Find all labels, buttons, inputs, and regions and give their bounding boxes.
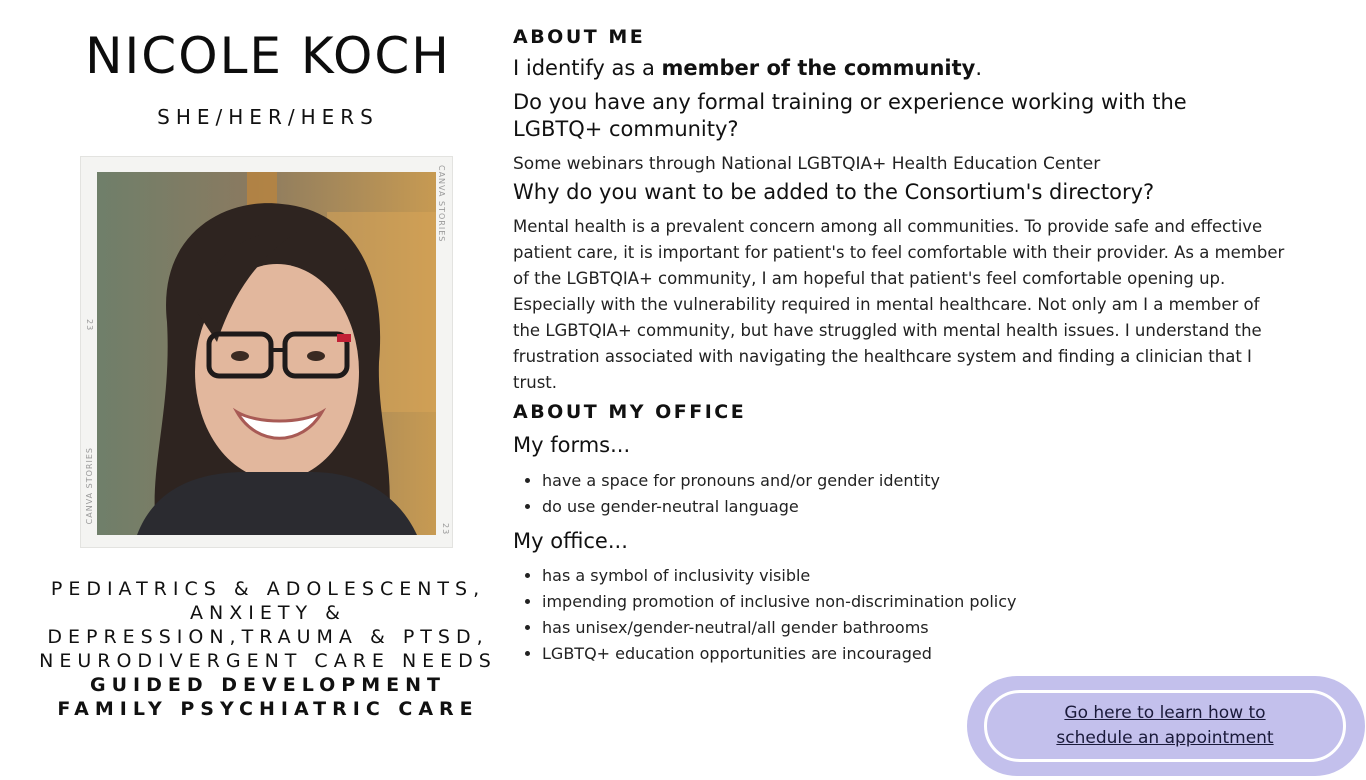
provider-photo	[97, 172, 436, 535]
list-item: • have a space for pronouns and/or gender identity	[542, 468, 940, 494]
office-title: My office...	[513, 529, 628, 553]
training-question: Do you have any formal training or experience working with the LGBTQ+ community?	[513, 90, 1187, 141]
portrait-image	[97, 172, 436, 535]
identity-bold: member of the community	[661, 56, 976, 80]
forms-list	[513, 468, 940, 520]
practice-name: GUIDED DEVELOPMENT FAMILY PSYCHIATRIC CARE	[57, 674, 479, 720]
training-answer: Some webinars through National LGBTQIA+ Health Education Center	[513, 154, 1101, 174]
photo-frame	[80, 156, 453, 548]
forms-title: My forms...	[513, 433, 631, 457]
identity-prefix: I identify as a	[513, 56, 662, 80]
list-item: • impending promotion of inclusive non-discrimination policy	[542, 589, 1017, 615]
identity-suffix: .	[975, 56, 983, 80]
list-item: • do use gender-neutral language	[542, 494, 940, 520]
directory-question: Why do you want to be added to the Consortium's directory?	[513, 180, 1155, 204]
specialties: PEDIATRICS & ADOLESCENTS, ANXIETY & DEPRESSION,TRAUMA & PTSD, NEURODIVERGENT CARE NEEDS	[39, 578, 497, 672]
list-item: • has a symbol of inclusivity visible	[542, 563, 1017, 589]
appointment-button[interactable]	[984, 690, 1346, 762]
provider-name: NICOLE KOCH	[85, 27, 451, 85]
directory-answer: Mental health is a prevalent concern among all communities. To provide safe and effective patient care, it is important for patient's to feel comfortable with their provider. As a member of the LGBTQIA+ community, I am hopeful that patient's feel comfortable opening up. Especially with the vulnerability required in mental healthcare. Not only am I a member of the LGBTQIA+ community, but have struggled with mental health issues. I understand the frustration associated with navigating the healthcare system and finding a clinician that I trust.	[513, 217, 1285, 392]
frame-mark: CANVA STORIES	[85, 447, 94, 525]
pronouns: SHE/HER/HERS	[157, 105, 379, 129]
office-list	[513, 563, 1017, 667]
appointment-link[interactable]: Go here to learn how to schedule an appointment	[1056, 703, 1274, 748]
about-me-heading: ABOUT ME	[513, 26, 646, 48]
frame-mark: 23	[441, 523, 450, 536]
about-office-heading: ABOUT MY OFFICE	[513, 401, 747, 423]
list-item: • LGBTQ+ education opportunities are incouraged	[542, 641, 1017, 667]
frame-mark: CANVA STORIES	[437, 165, 446, 243]
list-item: • has unisex/gender-neutral/all gender bathrooms	[542, 615, 1017, 641]
identity-statement	[513, 55, 982, 82]
specialties-block	[30, 577, 506, 721]
frame-mark: 23	[85, 319, 94, 332]
appointment-cta	[967, 676, 1365, 776]
